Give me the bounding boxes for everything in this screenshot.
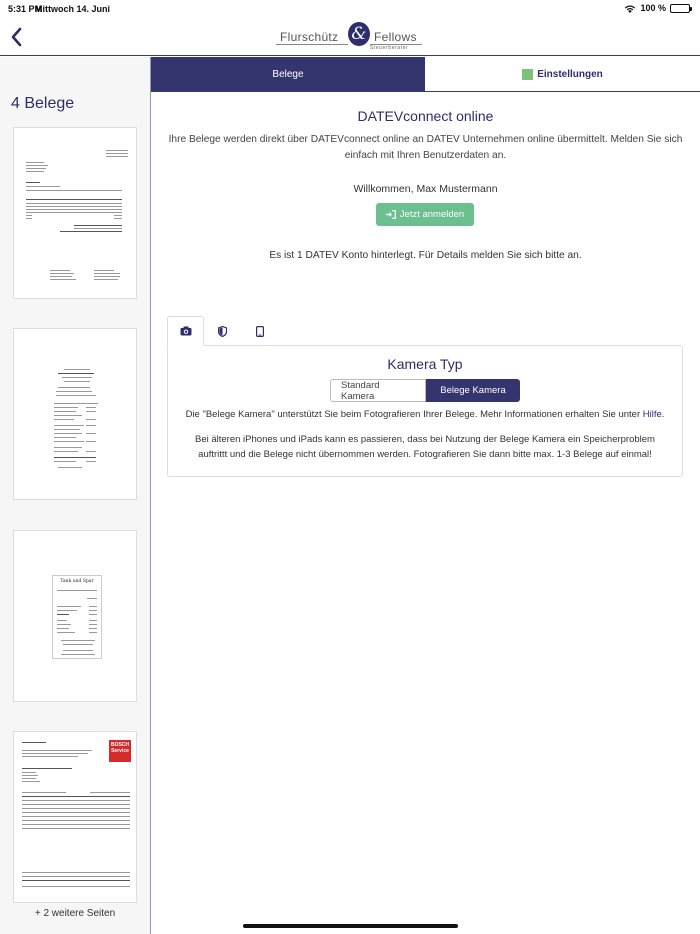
company-logo xyxy=(276,20,422,52)
more-pages-label: + 2 weitere Seiten xyxy=(34,908,116,919)
bosch-logo: BOSCH Service xyxy=(109,740,131,762)
app-header xyxy=(0,18,700,56)
camera-type-title: Kamera Typ xyxy=(387,356,463,372)
sign-in-icon xyxy=(386,210,396,219)
subtab-device[interactable] xyxy=(241,316,278,346)
battery-icon xyxy=(670,4,690,13)
help-link[interactable]: Hilfe xyxy=(642,409,662,420)
welcome-text: Willkommen, Max Mustermann xyxy=(353,183,498,195)
status-date: Mittwoch 14. Juni xyxy=(35,4,111,14)
logo-ampersand: & xyxy=(348,22,370,46)
status-bar xyxy=(0,0,700,18)
receipt-paper xyxy=(52,575,102,659)
wifi-icon xyxy=(624,4,636,13)
camera-type-selector xyxy=(330,379,520,402)
tab-einstellungen-label: Einstellungen xyxy=(537,68,603,80)
document-thumbnail-1[interactable] xyxy=(13,127,137,299)
status-time: 5:31 PM xyxy=(8,4,43,14)
settings-content xyxy=(151,92,700,934)
logo-line-left xyxy=(276,44,348,45)
camera-settings-panel xyxy=(167,345,683,477)
receipt-store-name: Tank und Spar xyxy=(60,579,94,584)
camera-icon xyxy=(180,326,192,336)
main-tabs xyxy=(151,57,700,91)
document-thumbnail-2[interactable] xyxy=(13,328,137,500)
sidebar-title: 4 Belege xyxy=(11,95,75,112)
chevron-left-icon xyxy=(8,26,26,48)
subtab-shield[interactable] xyxy=(204,316,241,346)
login-button-label: Jetzt anmelden xyxy=(399,209,465,220)
logo-word-2: Fellows xyxy=(374,30,417,44)
tab-belege[interactable]: Belege xyxy=(151,57,425,91)
camera-info-text: Die "Belege Kamera" unterstützt Sie beim Fotografieren Ihrer Belege. Mehr Informationen erhalten Sie unter Hilfe. xyxy=(185,409,665,420)
back-button[interactable] xyxy=(8,26,26,48)
battery-percent: 100 % xyxy=(640,3,666,13)
belege-camera-option[interactable]: Belege Kamera xyxy=(426,379,520,402)
account-info: Es ist 1 DATEV Konto hinterlegt. Für Details melden Sie sich bitte an. xyxy=(269,250,582,261)
status-right xyxy=(624,3,690,13)
datev-title: DATEVconnect online xyxy=(357,108,494,124)
tab-einstellungen[interactable] xyxy=(425,57,700,91)
camera-warning-text: Bei älteren iPhones und iPads kann es passieren, dass bei Nutzung der Belege Kamera ein Speicherproblem auftrittt und die Belege nicht übernommen werden. Fotografieren Sie dann bitte max. 1-3 Belege auf einmal! xyxy=(195,434,655,460)
subtab-camera[interactable] xyxy=(167,316,204,346)
standard-camera-option[interactable]: Standard Kamera xyxy=(330,379,426,402)
tablet-icon xyxy=(256,326,264,337)
login-button[interactable] xyxy=(376,203,474,226)
document-sidebar xyxy=(0,57,151,934)
datev-icon xyxy=(522,69,533,80)
document-thumbnail-3[interactable] xyxy=(13,530,137,702)
home-indicator[interactable] xyxy=(243,924,458,928)
datev-description: Ihre Belege werden direkt über DATEVconnect online an DATEV Unternehmen online übermittelt. Melden Sie sich einfach mit Ihren Benutzerdaten an. xyxy=(168,134,683,161)
logo-subtitle: Steuerberater xyxy=(370,45,409,51)
shield-icon xyxy=(218,326,227,337)
document-thumbnail-4[interactable] xyxy=(13,731,137,903)
logo-word-1: Flurschütz xyxy=(280,30,339,44)
camera-subtabs xyxy=(167,316,278,346)
